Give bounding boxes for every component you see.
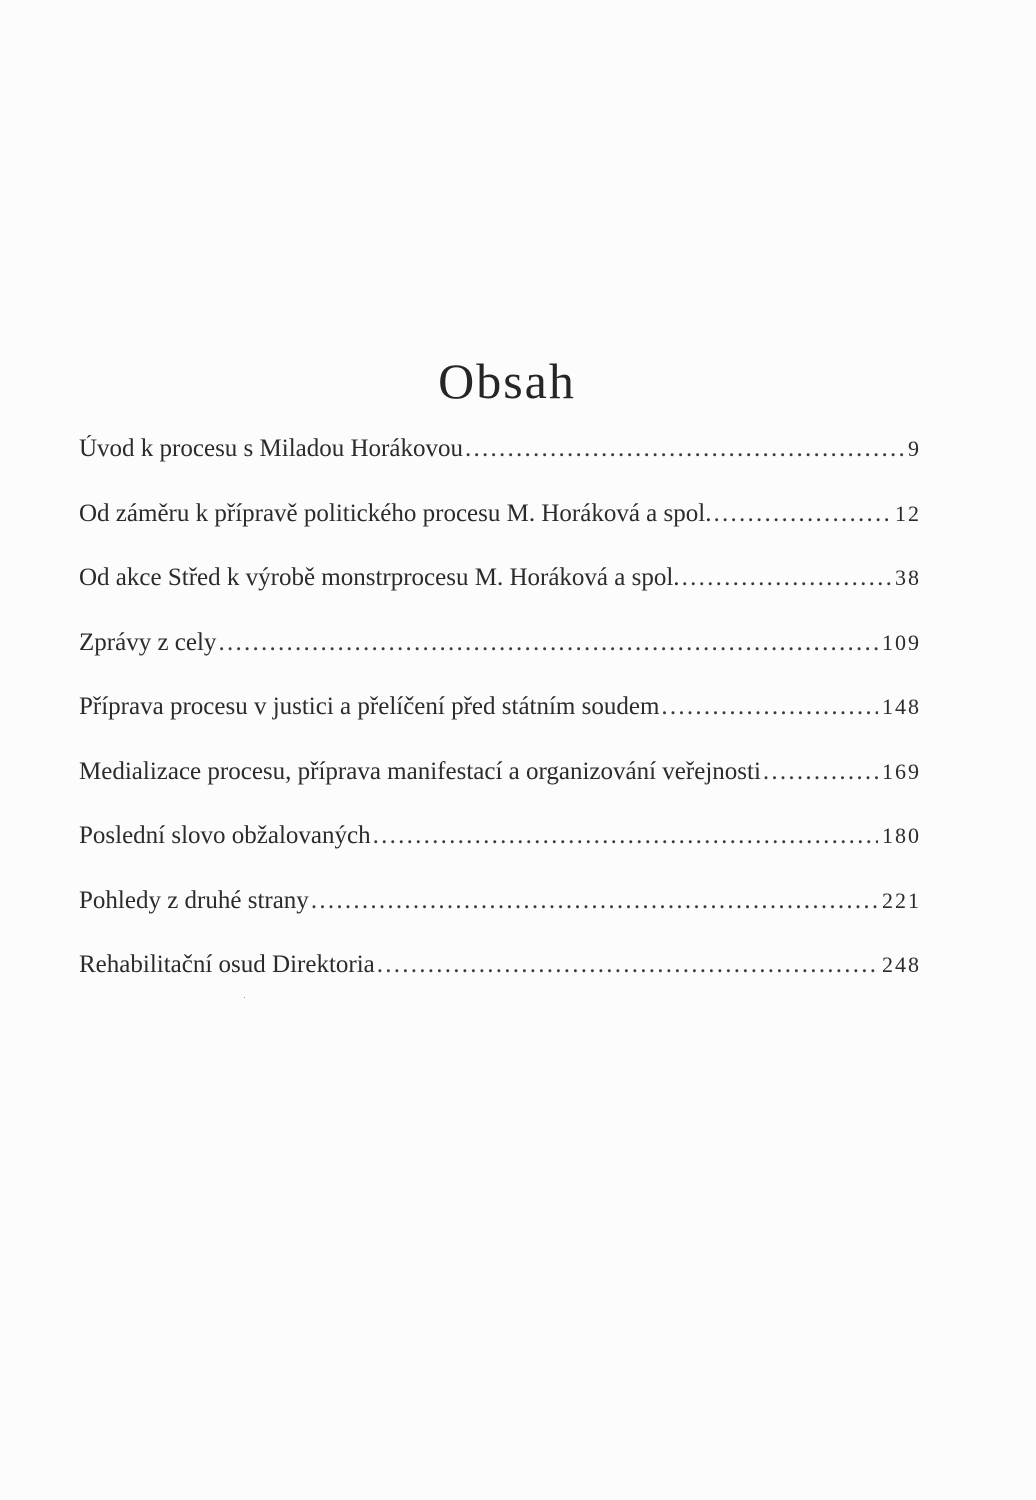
toc-entry [79, 629, 921, 694]
toc-entry-page: 9 [908, 436, 921, 461]
toc-entry [79, 693, 921, 758]
toc-leader-dots [682, 564, 891, 592]
toc-leader-dots [661, 693, 878, 721]
toc-entry-page: 109 [882, 629, 921, 655]
toc-entry-title: Příprava procesu v justici a přelíčení před státním soudem [79, 693, 660, 720]
toc-leader-dots [763, 758, 878, 786]
toc-entry [79, 758, 921, 823]
toc-leader-dots [311, 887, 878, 915]
toc-entry [79, 822, 921, 887]
toc-entry-title: Medializace procesu, příprava manifestací a organizování veřejnosti [79, 757, 761, 785]
toc-entry-page: 12 [895, 500, 921, 526]
toc-entry [79, 887, 921, 952]
toc-entry-page: 38 [895, 565, 921, 590]
toc-entry-page: 148 [882, 694, 921, 719]
toc-entry-title: Rehabilitační osud Direktoria [79, 951, 375, 978]
toc-leader-dots [218, 629, 878, 657]
toc-entry-page: 169 [882, 758, 921, 784]
toc-entry [79, 951, 921, 1016]
table-of-contents [79, 435, 921, 1016]
toc-entry-title: Od akce Střed k výrobě monstrprocesu M. Horáková a spol. [79, 564, 680, 591]
toc-entry [79, 435, 921, 500]
toc-entry-title: Úvod k procesu s Miladou Horákovou [79, 435, 463, 462]
toc-leader-dots [377, 951, 878, 979]
toc-leader-dots [465, 435, 904, 463]
toc-entry-title: Pohledy z druhé strany [79, 886, 309, 914]
toc-leader-dots [713, 500, 891, 528]
toc-leader-dots [373, 822, 878, 850]
paper-speck [244, 997, 245, 998]
toc-entry [79, 564, 921, 629]
toc-entry-title: Zprávy z cely [79, 628, 217, 656]
toc-entry-page: 221 [882, 887, 921, 913]
toc-entry-page: 180 [882, 823, 921, 848]
toc-entry-title: Poslední slovo obžalovaných [79, 822, 371, 849]
toc-entry [79, 500, 921, 565]
toc-entry-page: 248 [882, 952, 921, 977]
page-title: Obsah [438, 353, 576, 409]
toc-entry-title: Od záměru k přípravě politického procesu M. Horáková a spol. [79, 499, 712, 527]
